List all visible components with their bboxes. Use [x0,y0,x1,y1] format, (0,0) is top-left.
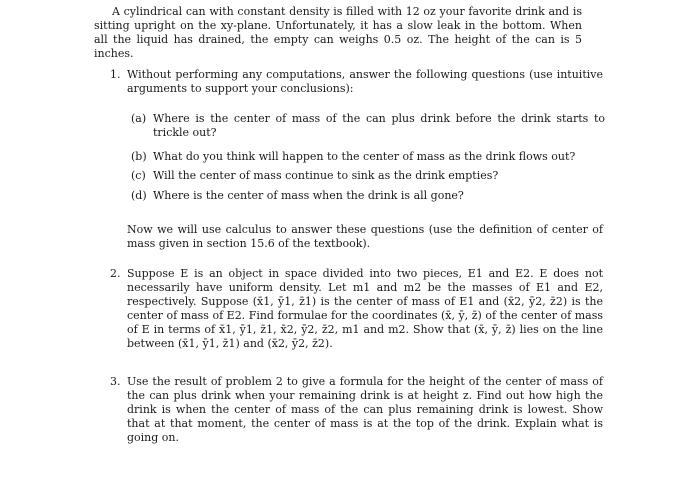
problem-1-text: Without performing any computations, answer the following questions (use intuitive arguments to support your conclusions): [127,68,603,95]
part-b-label: (b) [131,150,147,163]
intro-paragraph: A cylindrical can with constant density is filled with 12 oz your favorite drink and is sitting upright on the xy-plane. Unfortunately, it has a slow leak in the bottom. When all the liquid has drained, the empty can weighs 0.5 oz. The height of the can is 5 inches. [94,5,582,60]
part-d-label: (d) [131,189,147,202]
part-a-text: Where is the center of mass of the can plus drink before the drink starts to trickle out? [153,112,605,139]
problem-3-text: Use the result of problem 2 to give a formula for the height of the center of mass of the can plus drink when your remaining drink is at height z. Find out how high the drink is when the center of mass of the can plus remaining drink is lowest. Show that at that moment, the center of mass is at the top of the drink. Explain what is going on. [127,375,603,444]
problem-1 [110,68,605,248]
part-c-label: (c) [131,169,146,182]
part-b-text: What do you think will happen to the center of mass as the drink flows out? [153,150,576,163]
problem-2-text: Suppose E is an object in space divided into two pieces, E1 and E2. E does not necessarily have uniform density. Let m1 and m2 be the masses of E1 and E2, respectively. Suppose (x̄1, ȳ1, z̄1) is the center of mass of E1 and (x̄2, ȳ2, z̄2) is the center of mass of E2. Find formulae for the coordinates (x̄, ȳ, z̄) of the center of mass of E in terms of x̄1, ȳ1, z̄1, x̄2, ȳ2, z̄2, m1 and m2. Show that (x̄, ȳ, z̄) lies on the line between (x̄1, ȳ1, z̄1) and (x̄2, ȳ2, z̄2). [127,267,603,350]
problem-3 [110,375,605,465]
problem-2-number: 2. [110,267,121,280]
part-d-text: Where is the center of mass when the drink is all gone? [153,189,464,202]
problem-1-followup: Now we will use calculus to answer these questions (use the definition of center of mass given in section 15.6 of the textbook). [127,223,603,250]
problem-3-number: 3. [110,375,121,388]
part-a-label: (a) [131,112,147,125]
problem-2 [110,267,605,367]
problem-1-number: 1. [110,68,121,81]
part-c-text: Will the center of mass continue to sink as the drink empties? [153,169,499,182]
